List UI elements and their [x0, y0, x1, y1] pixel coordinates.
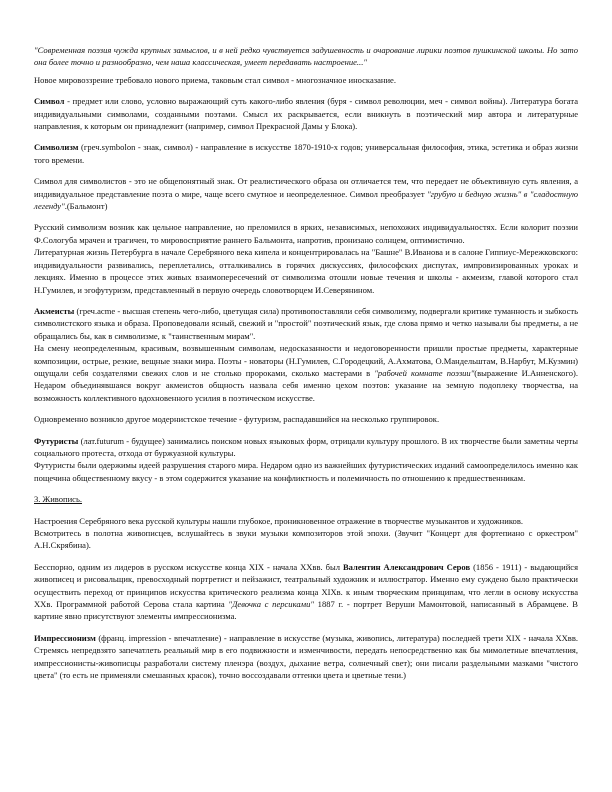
symbol-note-author: .(Бальмонт): [64, 201, 108, 212]
term-acmeism: Акмеисты: [34, 305, 75, 316]
acmeism-paragraph: [34, 305, 578, 342]
symbol-note-text: Символ для символистов - это не общепонятный знак. От реалистического образа он отличается тем, что передает не объективную суть явления, а индивидуальное представление поэта о мире, чаще всего смутное и неопределенное. Символ преобразует: [34, 176, 578, 199]
symbol-text: - предмет или слово, условно выражающий суть какого-либо явления (буря - символ революции, меч - символ войны). Литература богата индивидуальными символами, созданными поэтами. Смысл их раскрывается, если вникнуть в поэтический мир автора и литературные направления, к которым он принадлежит (например, символ Прекрасной Дамы у Блока).: [34, 96, 578, 132]
symbolism-text: (греч.symbolon - знак, символ) - направление в искусстве 1870-1910-х годов; универсальная философия, этика, эстетика и образ жизни того времени.: [34, 142, 578, 165]
serov-name: Валентин Александрович Серов: [342, 561, 471, 572]
term-symbolism: Символизм: [34, 142, 79, 153]
term-symbol: Символ: [34, 96, 65, 107]
impressionism-paragraph: [34, 632, 578, 682]
serov-text-2: (1856 - 1911) - выдающийся живописец и рисовальщик, превосходный портретист и пейзажист, театральный художник и иллюстратор. Именно ему суждено было практически осуществить переход от принципов искусства критического реализма конца XIXв. к иным творческим принципам, что легли в основу искусства XXв. Программной работой Серова стала картина: [34, 561, 579, 610]
section-heading-painting: 3. Живопись.: [34, 494, 83, 505]
serov-text: Бесспорно, одним из лидеров в русском искусстве конца XIX - начала XXвв. был: [34, 561, 343, 572]
intro-paragraph: Новое мировоззрение требовало нового приема, таковым стал символ - многозначное иносказание.: [34, 74, 396, 85]
painting-paragraph-2: Всмотритесь в полотна живописцев, вслушайтесь в звуки музыки композиторов этой эпохи. (Звучит "Концерт для фортепиано с оркестром" А.Н.Скрябина).: [34, 528, 578, 551]
symbol-note-quote: "грубую и бедную жизнь" в "сладостную легенду": [34, 188, 578, 212]
futurism-text: (лат.futurum - будущее) занимались поиском новых языковых форм, отрицали культуру прошлого. В их творчестве были заметны черты социального протеста, отхода от буржуазной культуры.: [34, 435, 578, 458]
epigraph: "Современная поэзия чужда крупных замыслов, и в ней редко чувствуется задушевность и очарование лирики поэтов пушкинской школы. Но зато она более точно и разнообразно, чем наша классическая, умеет передавать настроение...": [34, 45, 578, 68]
serov-painting-title: "Девочка с персиками": [228, 599, 314, 610]
painting-paragraph: Настроения Серебряного века русской культуры нашли глубокое, проникновенное отражение в творчестве музыкантов и художников.: [34, 515, 523, 526]
literary-life-paragraph: Литературная жизнь Петербурга в начале Серебряного века кипела и концентрировалась на "Башне" В.Иванова и в салоне Гиппиус-Мережковского: индивидуальности развивались, переплетались, отталкивались в горячих дискуссиях, философских диспутах, импровизированных уроках и лекциях. Именно в процессе этих живых взаимопересечений от символизма отошли новые течения и школы - акмеизм, главой которого стал Н.Гумилев, и эгофутуризм, представленный в первую очередь словотворцем И.Северянином.: [34, 247, 578, 295]
acmeism-text-3: (выражение И.Анненского). Недаром объединявшаяся вокруг акмеистов общность назвала себя именно цехом поэтов: указание на земную подоплеку творчества, на возможность коллективного вдохновенного усилия в поэтическом искусстве.: [34, 367, 579, 403]
futurism-paragraph-2: Футуристы были одержимы идеей разрушения старого мира. Недаром одно из важнейших футуристических изданий самоопределилось именно как пощечина общественному вкусу - в этом содержится указание на конфликтность и полемичность по отношению к предшественникам.: [34, 460, 578, 483]
acmeism-text: (греч.acme - высшая степень чего-либо, цветущая сила) противопоставляли себя символизму, подвергали критике туманность и зыбкость символистского языка и образа. Проповедовали ясный, свежий и "простой" поэтический язык, где слова прямо и четко называли бы предметы, а не обращались бы, как в символизме, к "таинственным мирам".: [34, 305, 578, 341]
symbolism-definition: [34, 141, 578, 166]
impressionism-text: (франц. impression - впечатление) - направление в искусстве (музыка, живопись, литература) последней трети XIX - начала XXвв. Стремясь непредвзято запечатлеть реальный мир в его подвижности и изменчивости, передать непосредственно как бы мимолетные впечатления, импрессионисты-живописцы разработали систему пленэра (воздух, дыхание ветра, солнечный свет); они писали раздельными мазками "чистого цвета" (то есть не применяли смешанных красок), точно воссоздавали оттенки цвета и цветные тени.): [34, 632, 578, 681]
serov-text-3: 1887 г. - портрет Веруши Мамонтовой, написанный в Абрамцеве. В картине явно присутствуют элементы импрессионизма.: [34, 599, 578, 622]
serov-paragraph: [34, 561, 578, 623]
term-impressionism: Импрессионизм: [34, 632, 96, 643]
russian-symbolism-paragraph: Русский символизм возник как цельное направление, но преломился в ярких, независимых, непохожих индивидуальностях. Если колорит поэзии Ф.Сологуба мрачен и трагичен, то мировосприятие раннего Бальмонта, напротив, пронизано солнцем, оптимистично.: [34, 222, 578, 245]
futurism-paragraph: [34, 435, 578, 460]
term-futurism: Футуристы: [34, 435, 79, 446]
symbol-definition: [34, 95, 578, 132]
acmeism-paragraph-2: [34, 342, 578, 404]
acmeism-quote: "рабочей комнате поэзии": [374, 367, 475, 378]
futurism-intro: Одновременно возникло другое модернистское течение - футуризм, распадавшийся на несколько группировок.: [34, 414, 440, 425]
acmeism-text-2: На смену неопределенным, красивым, возвышенным символам, недосказанности и недоговоренности пришли простые предметы, характерные композиции, острые, резкие, вещные знаки мира. Поэты - новаторы (Н.Гумилев, С.Городецкий, А.Ахматова, О.Мандельштам, В.Нарбут, М.Кузмин) ощущали себя создателями свежих слов и не столько пророками, сколько мастерами в: [34, 343, 578, 378]
symbol-note-paragraph: [34, 175, 578, 212]
